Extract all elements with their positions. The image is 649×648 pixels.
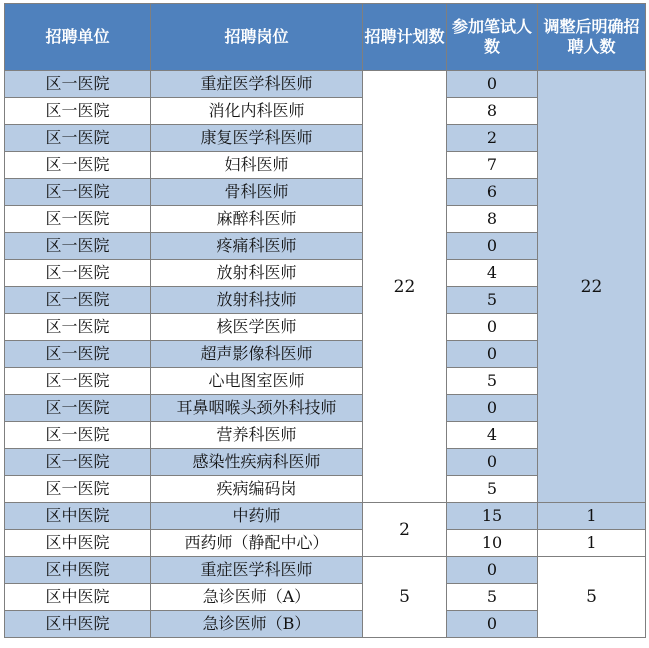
cell-post: 消化内科医师 — [151, 98, 363, 125]
cell-exam: 5 — [447, 476, 538, 503]
cell-post: 康复医学科医师 — [151, 125, 363, 152]
cell-post: 疾病编码岗 — [151, 476, 363, 503]
cell-exam: 0 — [447, 314, 538, 341]
cell-adjusted: 1 — [538, 503, 646, 530]
cell-plan-group3: 5 — [363, 557, 447, 638]
cell-unit: 区一医院 — [5, 476, 151, 503]
cell-unit: 区一医院 — [5, 314, 151, 341]
cell-post: 妇科医师 — [151, 152, 363, 179]
cell-exam: 8 — [447, 206, 538, 233]
cell-post: 感染性疾病科医师 — [151, 449, 363, 476]
table-row — [5, 503, 646, 530]
cell-exam: 4 — [447, 422, 538, 449]
cell-exam: 6 — [447, 179, 538, 206]
cell-unit: 区一医院 — [5, 287, 151, 314]
header-row — [5, 4, 646, 71]
header-post: 招聘岗位 — [151, 4, 363, 71]
cell-unit: 区中医院 — [5, 503, 151, 530]
cell-post: 心电图室医师 — [151, 368, 363, 395]
recruitment-table-container — [4, 3, 646, 638]
cell-plan-group2: 2 — [363, 503, 447, 557]
cell-exam: 5 — [447, 368, 538, 395]
cell-post: 超声影像科医师 — [151, 341, 363, 368]
header-unit: 招聘单位 — [5, 4, 151, 71]
header-adjusted: 调整后明确招聘人数 — [538, 4, 646, 71]
cell-adjusted-group3: 5 — [538, 557, 646, 638]
cell-exam: 0 — [447, 611, 538, 638]
cell-exam: 10 — [447, 530, 538, 557]
cell-exam: 0 — [447, 449, 538, 476]
table-row — [5, 71, 646, 98]
cell-unit: 区一医院 — [5, 260, 151, 287]
cell-unit: 区中医院 — [5, 584, 151, 611]
cell-post: 放射科医师 — [151, 260, 363, 287]
cell-unit: 区一医院 — [5, 368, 151, 395]
cell-exam: 0 — [447, 233, 538, 260]
cell-post: 疼痛科医师 — [151, 233, 363, 260]
cell-unit: 区一医院 — [5, 341, 151, 368]
cell-post: 营养科医师 — [151, 422, 363, 449]
cell-post: 骨科医师 — [151, 179, 363, 206]
cell-post: 急诊医师（A） — [151, 584, 363, 611]
cell-exam: 5 — [447, 584, 538, 611]
cell-unit: 区一医院 — [5, 422, 151, 449]
cell-unit: 区中医院 — [5, 611, 151, 638]
cell-adjusted-group1: 22 — [538, 71, 646, 503]
cell-plan-group1: 22 — [363, 71, 447, 503]
cell-unit: 区一医院 — [5, 179, 151, 206]
cell-post: 耳鼻咽喉头颈外科技师 — [151, 395, 363, 422]
header-plan: 招聘计划数 — [363, 4, 447, 71]
cell-exam: 2 — [447, 125, 538, 152]
cell-exam: 0 — [447, 341, 538, 368]
cell-post: 放射科技师 — [151, 287, 363, 314]
cell-exam: 7 — [447, 152, 538, 179]
cell-unit: 区一医院 — [5, 98, 151, 125]
cell-adjusted: 1 — [538, 530, 646, 557]
cell-post: 重症医学科医师 — [151, 71, 363, 98]
cell-exam: 15 — [447, 503, 538, 530]
table-row — [5, 530, 646, 557]
cell-unit: 区中医院 — [5, 530, 151, 557]
cell-post: 重症医学科医师 — [151, 557, 363, 584]
cell-post: 急诊医师（B） — [151, 611, 363, 638]
cell-unit: 区一医院 — [5, 71, 151, 98]
cell-unit: 区一医院 — [5, 152, 151, 179]
cell-exam: 0 — [447, 395, 538, 422]
cell-unit: 区一医院 — [5, 395, 151, 422]
cell-exam: 4 — [447, 260, 538, 287]
cell-unit: 区一医院 — [5, 233, 151, 260]
cell-unit: 区一医院 — [5, 449, 151, 476]
cell-post: 中药师 — [151, 503, 363, 530]
cell-unit: 区中医院 — [5, 557, 151, 584]
cell-exam: 0 — [447, 71, 538, 98]
cell-post: 麻醉科医师 — [151, 206, 363, 233]
cell-post: 西药师（静配中心） — [151, 530, 363, 557]
cell-post: 核医学医师 — [151, 314, 363, 341]
cell-unit: 区一医院 — [5, 206, 151, 233]
cell-unit: 区一医院 — [5, 125, 151, 152]
table-row — [5, 557, 646, 584]
cell-exam: 0 — [447, 557, 538, 584]
cell-exam: 8 — [447, 98, 538, 125]
cell-exam: 5 — [447, 287, 538, 314]
recruitment-table — [4, 3, 646, 638]
header-exam: 参加笔试人数 — [447, 4, 538, 71]
